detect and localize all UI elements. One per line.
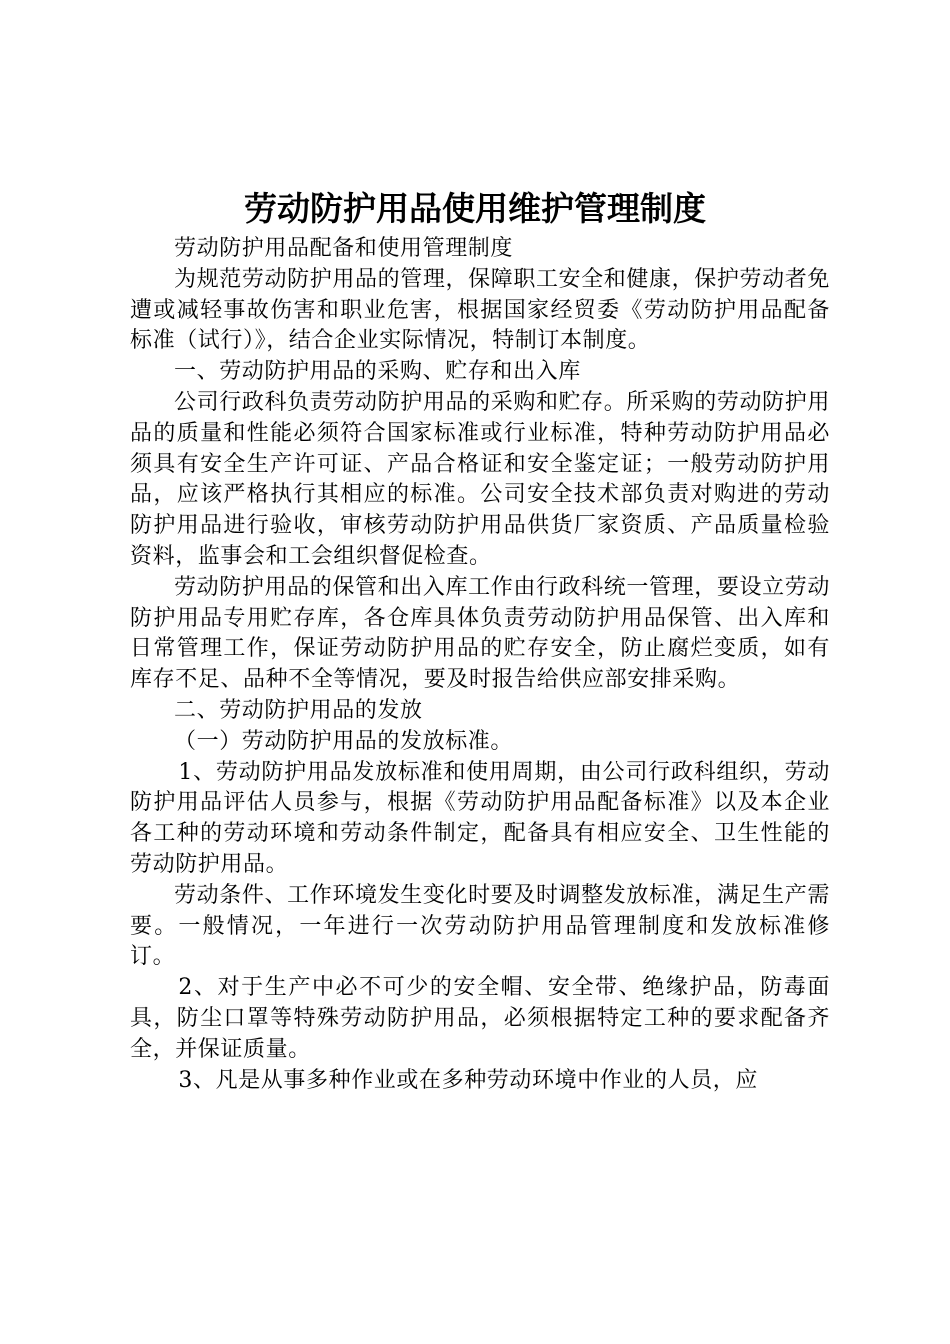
paragraph-storage: 劳动防护用品的保管和出入库工作由行政科统一管理，要设立劳动防护用品专用贮存库，各仓库具体负责劳动防护用品保管、出入库和日常管理工作，保证劳动防护用品的贮存安全，防止腐烂变质，如有库存不足、品种不全等情况，要及时报告给供应部安排采购。 <box>130 574 830 693</box>
paragraph-procurement: 公司行政科负责劳动防护用品的采购和贮存。所采购的劳动防护用品的质量和性能必须符合国家标准或行业标准，特种劳动防护用品必须具有安全生产许可证、产品合格证和安全鉴定证；一般劳动防护用品，应该严格执行其相应的标准。公司安全技术部负责对购进的劳动防护用品进行验收，审核劳动防护用品供货厂家资质、产品质量检验资料，监事会和工会组织督促检查。 <box>130 389 830 569</box>
paragraph-adjustment: 劳动条件、工作环境发生变化时要及时调整发放标准，满足生产需要。一般情况，一年进行一次劳动防护用品管理制度和发放标准修订。 <box>130 882 830 970</box>
document-body <box>130 234 830 1096</box>
document-title: 劳动防护用品使用维护管理制度 <box>244 189 706 228</box>
paragraph-intro: 为规范劳动防护用品的管理，保障职工安全和健康，保护劳动者免遭或减轻事故伤害和职业危害，根据国家经贸委《劳动防护用品配备标准（试行）》，结合企业实际情况，特制订本制度。 <box>130 266 830 354</box>
subsection-heading-1: （一）劳动防护用品的发放标准。 <box>174 728 514 754</box>
paragraph-item-2: 2、对于生产中必不可少的安全帽、安全带、绝缘护品，防毒面具，防尘口罩等特殊劳动防护用品，必须根据特定工种的要求配备齐全，并保证质量。 <box>130 975 830 1062</box>
section-heading-1: 一、劳动防护用品的采购、贮存和出入库 <box>174 359 581 385</box>
paragraph-subtitle: 劳动防护用品配备和使用管理制度 <box>174 236 514 261</box>
paragraph-item-3: 3、凡是从事多种作业或在多种劳动环境中作业的人员，应 <box>178 1067 758 1093</box>
section-heading-2: 二、劳动防护用品的发放 <box>174 697 423 723</box>
paragraph-item-1: 1、劳动防护用品发放标准和使用周期，由公司行政科组织，劳动防护用品评估人员参与，根据《劳动防护用品配备标准》以及本企业各工种的劳动环境和劳动条件制定，配备具有相应安全、卫生性能的劳动防护用品。 <box>130 759 830 877</box>
